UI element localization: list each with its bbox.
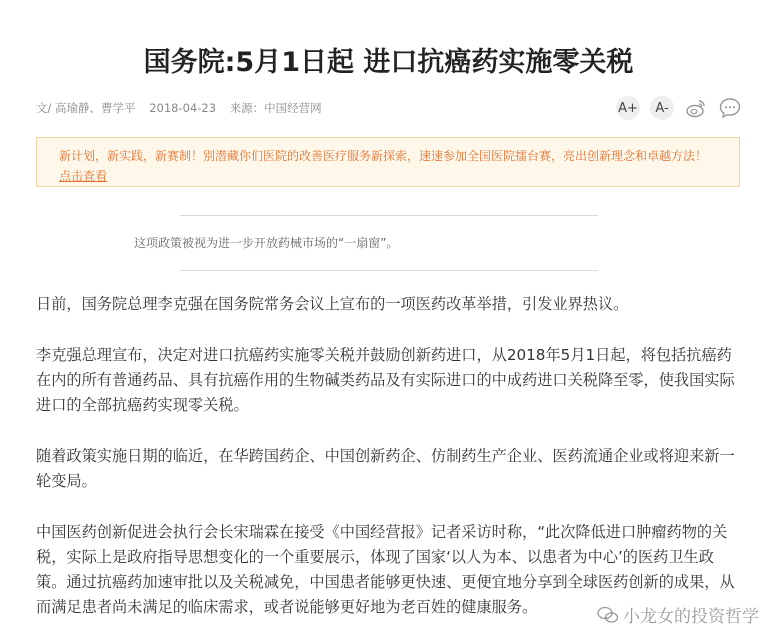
caption-divider-top [180, 215, 598, 216]
comment-icon[interactable] [718, 96, 742, 120]
font-decrease-button[interactable]: A- [650, 96, 674, 120]
paragraph: 随着政策实施日期的临近，在华跨国药企、中国创新药企、仿制药生产企业、医药流通企业或将迎来新一轮变局。 [36, 447, 735, 490]
author: 文/ 高瑜静、曹学平 [36, 101, 136, 115]
article-meta [36, 100, 332, 116]
notice-text: 新计划，新实践，新赛制！别潜藏你们医院的改善医疗服务新探索，速速参加全国医院擂台赛，亮出创新理念和卓越方法！ [59, 149, 708, 163]
source: 来源：中国经营网 [229, 101, 322, 115]
promo-notice [36, 137, 740, 187]
paragraph: 日前，国务院总理李克强在国务院常务会议上宣布的一项医药改革举措，引发业界热议。 [36, 295, 629, 313]
paragraph: 中国医药创新促进会执行会长宋瑞霖在接受《中国经营报》记者采访时称，“此次降低进口肿瘤药物的关税，实际上是政府指导思想变化的一个重要展示，体现了国家‘以人为本、以患者为中心’的医药卫生政策。通过抗癌药加速审批以及关税减免，中国患者能够更快速、更便宜地分享到全球医药创新的成果，从而满足患者尚未满足的临床需求，或者说能够更好地为老百姓的健康服务。 [36, 523, 735, 616]
watermark [597, 602, 759, 627]
paragraph: 李克强总理宣布，决定对进口抗癌药实施零关税并鼓励创新药进口，从2018年5月1日起，将包括抗癌药在内的所有普通药品、具有抗癌作用的生物碱类药品及有实际进口的中成药进口关税降至零，使我国实际进口的全部抗癌药实现零关税。 [36, 346, 735, 414]
font-increase-button[interactable]: A+ [616, 96, 640, 120]
publish-date: 2018-04-23 [149, 101, 217, 115]
article-title: 国务院:5月1日起 进口抗癌药实施零关税 [143, 47, 634, 78]
watermark-text: 小龙女的投资哲学 [623, 607, 759, 627]
caption-divider-bottom [180, 270, 598, 271]
weibo-icon[interactable] [684, 96, 708, 120]
image-caption: 这项政策被视为进一步开放药械市场的“一扇窗”。 [134, 236, 399, 250]
notice-link[interactable]: 点击查看 [59, 169, 108, 183]
article-tools [606, 96, 742, 120]
wechat-icon [597, 606, 619, 624]
